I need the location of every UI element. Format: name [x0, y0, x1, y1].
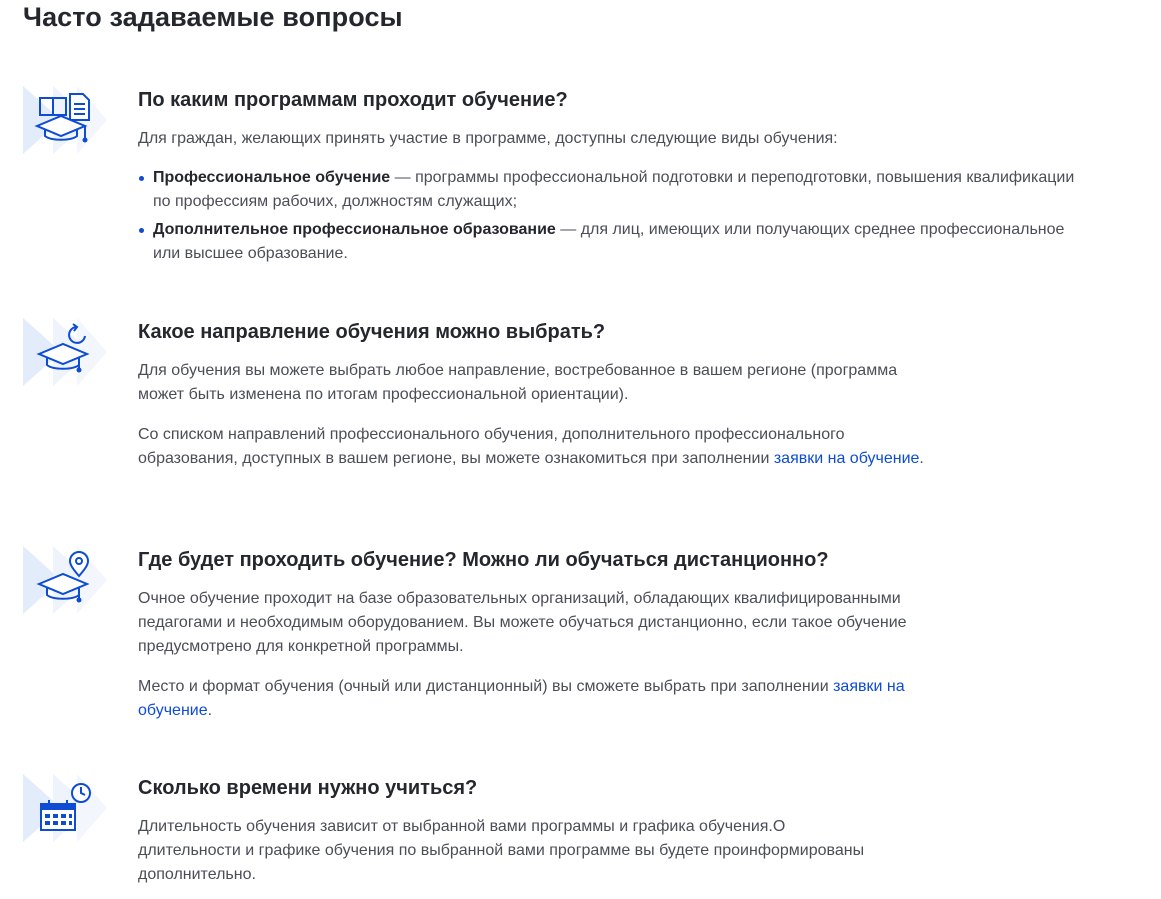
- list-item-title: Дополнительное профессиональное образование: [153, 221, 556, 238]
- faq-intro: Для граждан, желающих принять участие в программе, доступны следующие виды обучения:: [138, 130, 838, 147]
- list-item: [138, 218, 1078, 266]
- faq-paragraph: Очное обучение проходит на базе образовательных организаций, обладающих квалифицированными педагогами и необходимым оборудованием. Вы можете обучаться дистанционно, если такое обучение предусмотрено для конкретной программы.: [138, 590, 907, 655]
- application-link[interactable]: заявки на обучение: [773, 450, 920, 467]
- faq-body: [138, 319, 1078, 471]
- faq-question: Какое направление обучения можно выбрать?: [138, 321, 606, 343]
- education-types-list: [138, 166, 1078, 266]
- graduation-cap-refresh-icon: [23, 314, 109, 390]
- list-item-text: — программы профессиональной подготовки и переподготовки, повышения квалификации по профессиям рабочих, должностям служащих;: [153, 169, 1075, 210]
- faq-body: [138, 775, 1078, 887]
- faq-body: [138, 547, 1078, 723]
- calendar-clock-icon: [23, 770, 109, 846]
- faq-paragraph-text: Со списком направлений профессионального обучения, дополнительного профессионального образования, доступных в вашем регионе, вы можете ознакомиться при заполнении: [138, 426, 845, 467]
- faq-body: [138, 87, 1078, 266]
- faq-paragraph-text: Место и формат обучения (очный или дистанционный) вы сможете выбрать при заполнении: [138, 678, 834, 695]
- faq-paragraph: [138, 675, 928, 723]
- faq-paragraph: [138, 423, 948, 471]
- faq-question: По каким программам проходит обучение?: [138, 89, 568, 111]
- list-item: [138, 166, 1078, 214]
- application-link[interactable]: заявки на обучение: [138, 678, 905, 719]
- faq-paragraph: Длительность обучения зависит от выбранной вами программы и графика обучения.О длительности и графике обучения по выбранной вами программе вы будете проинформированы дополнительно.: [138, 818, 865, 883]
- faq-paragraph: Для обучения вы можете выбрать любое направление, востребованное в вашем регионе (программа может быть изменена по итогам профессиональной ориентации).: [138, 362, 898, 403]
- faq-question: Где будет проходить обучение? Можно ли обучаться дистанционно?: [138, 549, 829, 571]
- books-graduation-cap-icon: [23, 82, 109, 158]
- faq-paragraph-end: .: [207, 702, 213, 719]
- graduation-cap-location-icon: [23, 542, 109, 618]
- list-item-title: Профессиональное обучение: [153, 169, 391, 186]
- page-title: Часто задаваемые вопросы: [23, 2, 403, 32]
- list-item-text: — для лиц, имеющих или получающих среднее профессиональное или высшее образование.: [153, 221, 1065, 262]
- faq-question: Сколько времени нужно учиться?: [138, 777, 478, 799]
- faq-paragraph-end: .: [919, 450, 924, 467]
